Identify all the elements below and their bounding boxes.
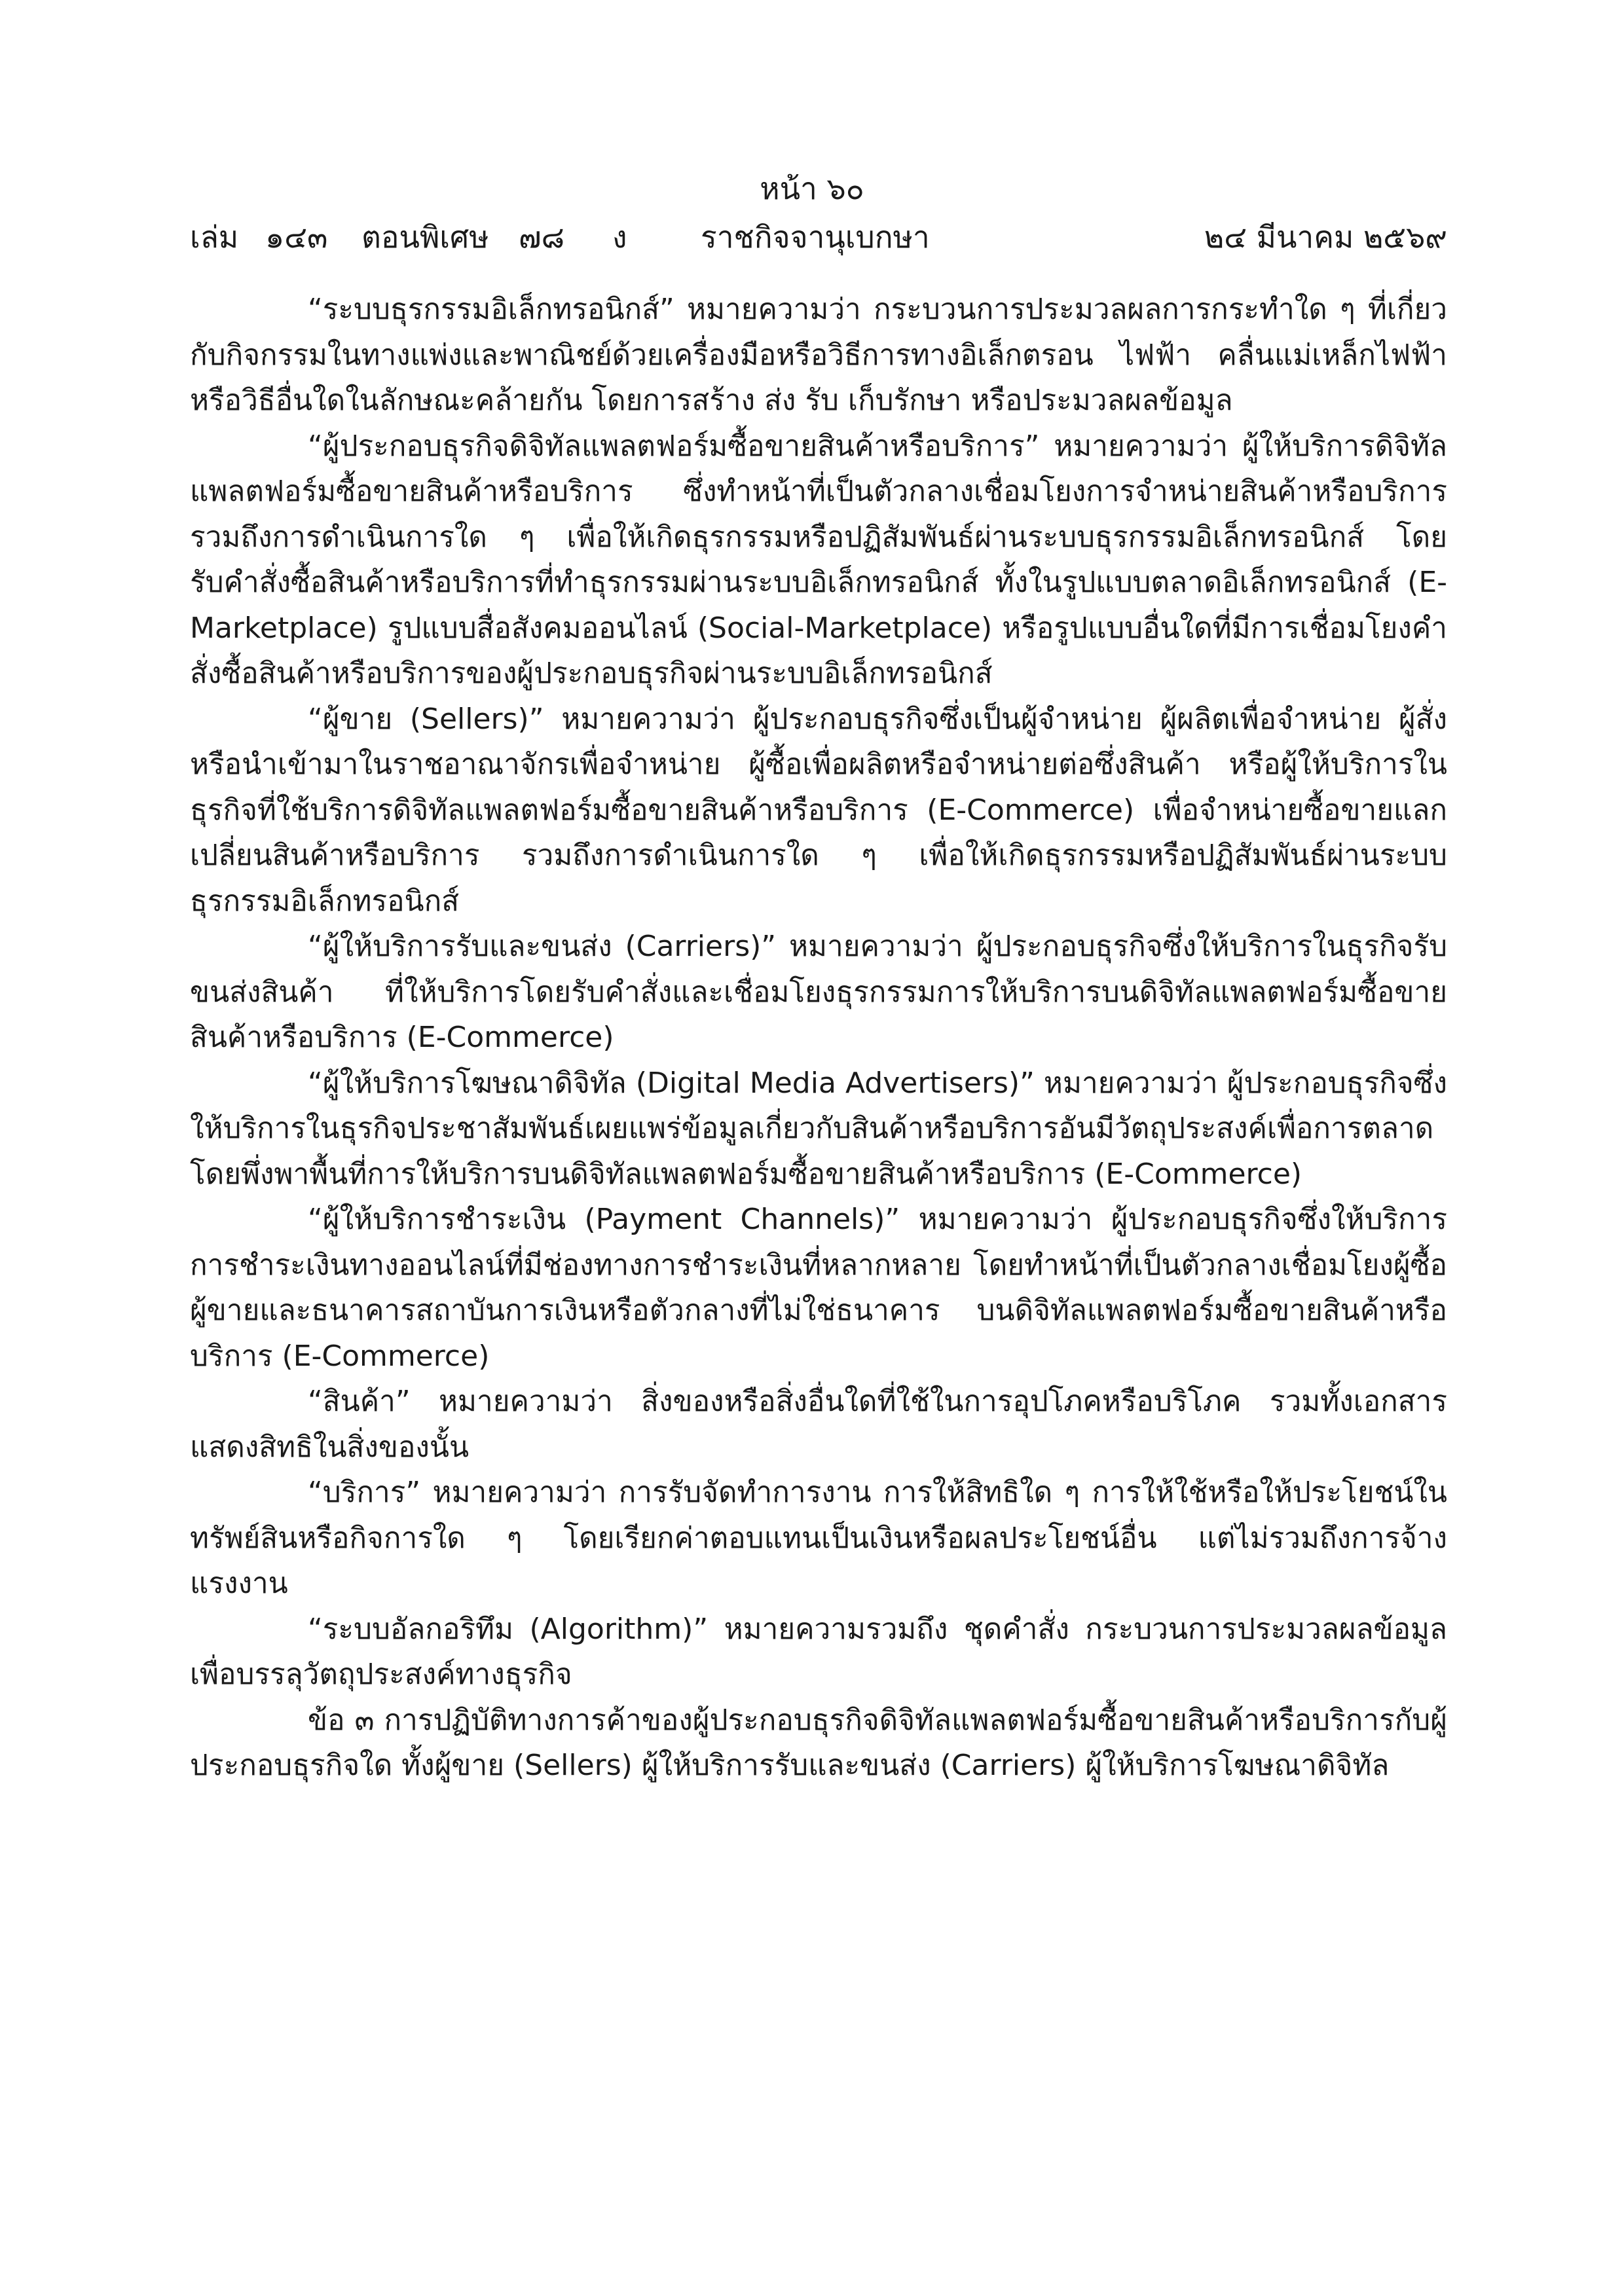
paragraph-clause-3: ข้อ ๓ การปฏิบัติทางการค้าของผู้ประกอบธุรกิจดิจิทัลแพลตฟอร์มซื้อขายสินค้าหรือบริการกับผู้ประกอบธุรกิจใด ทั้งผู้ขาย (Sellers) ผู้ให้บริการรับและขนส่ง (Carriers) ผู้ให้บริการโฆษณาดิจิทัล xyxy=(190,1703,1447,1782)
document-body xyxy=(190,287,1447,1789)
paragraph-payment-channels: “ผู้ให้บริการชำระเงิน (Payment Channels)” หมายความว่า ผู้ประกอบธุรกิจซึ่งให้บริการการชำระเงินทางออนไลน์ที่มีช่องทางการชำระเงินที่หลากหลาย โดยทำหน้าที่เป็นตัวกลางเชื่อมโยงผู้ซื้อ ผู้ขายและธนาคารสถาบันการเงินหรือตัวกลางที่ไม่ใช่ธนาคาร บนดิจิทัลแพลตฟอร์มซื้อขายสินค้าหรือบริการ (E-Commerce) xyxy=(190,1203,1447,1373)
paragraph-algorithm: “ระบบอัลกอริทึม (Algorithm)” หมายความรวมถึง ชุดคำสั่ง กระบวนการประมวลผลข้อมูลเพื่อบรรลุวัตถุประสงค์ทางธุรกิจ xyxy=(190,1612,1447,1691)
paragraph-electronic-transaction-system: “ระบบธุรกรรมอิเล็กทรอนิกส์” หมายความว่า กระบวนการประมวลผลการกระทำใด ๆ ที่เกี่ยวกับกิจกรรมในทางแพ่งและพาณิชย์ด้วยเครื่องมือหรือวิธีการทางอิเล็กตรอน ไฟฟ้า คลื่นแม่เหล็กไฟฟ้า หรือวิธีอื่นใดในลักษณะคล้ายกัน โดยการสร้าง ส่ง รับ เก็บรักษา หรือประมวลผลข้อมูล xyxy=(190,293,1447,417)
publication-date: ๒๔ มีนาคม ๒๕๖๙ xyxy=(1204,219,1447,255)
section-number: ๗๘ xyxy=(519,219,565,255)
paragraph-digital-media-advertisers: “ผู้ให้บริการโฆษณาดิจิทัล (Digital Media Advertisers)” หมายความว่า ผู้ประกอบธุรกิจซึ่งให้บริการในธุรกิจประชาสัมพันธ์เผยแพร่ข้อมูลเกี่ยวกับสินค้าหรือบริการอันมีวัตถุประสงค์เพื่อการตลาดโดยพึ่งพาพื้นที่การให้บริการบนดิจิทัลแพลตฟอร์มซื้อขายสินค้าหรือบริการ (E-Commerce) xyxy=(190,1066,1447,1191)
paragraph-platform-operator: “ผู้ประกอบธุรกิจดิจิทัลแพลตฟอร์มซื้อขายสินค้าหรือบริการ” หมายความว่า ผู้ให้บริการดิจิทัลแพลตฟอร์มซื้อขายสินค้าหรือบริการ ซึ่งทำหน้าที่เป็นตัวกลางเชื่อมโยงการจำหน่ายสินค้าหรือบริการ รวมถึงการดำเนินการใด ๆ เพื่อให้เกิดธุรกรรมหรือปฏิสัมพันธ์ผ่านระบบธุรกรรมอิเล็กทรอนิกส์ โดยรับคำสั่งซื้อสินค้าหรือบริการที่ทำธุรกรรมผ่านระบบอิเล็กทรอนิกส์ ทั้งในรูปแบบตลาดอิเล็กทรอนิกส์ (E-Marketplace) รูปแบบสื่อสังคมออนไลน์ (Social-Marketplace) หรือรูปแบบอื่นใดที่มีการเชื่อมโยงคำสั่งซื้อสินค้าหรือบริการของผู้ประกอบธุรกิจผ่านระบบอิเล็กทรอนิกส์ xyxy=(190,429,1447,690)
page-number: หน้า ๖๐ xyxy=(760,171,864,206)
paragraph-carriers: “ผู้ให้บริการรับและขนส่ง (Carriers)” หมายความว่า ผู้ประกอบธุรกิจซึ่งให้บริการในธุรกิจรับขนส่งสินค้า ที่ให้บริการโดยรับคำสั่งและเชื่อมโยงธุรกรรมการให้บริการบนดิจิทัลแพลตฟอร์มซื้อขายสินค้าหรือบริการ (E-Commerce) xyxy=(190,930,1447,1054)
paragraph-sellers: “ผู้ขาย (Sellers)” หมายความว่า ผู้ประกอบธุรกิจซึ่งเป็นผู้จำหน่าย ผู้ผลิตเพื่อจำหน่าย ผู้สั่งหรือนำเข้ามาในราชอาณาจักรเพื่อจำหน่าย ผู้ซื้อเพื่อผลิตหรือจำหน่ายต่อซึ่งสินค้า หรือผู้ให้บริการในธุรกิจที่ใช้บริการดิจิทัลแพลตฟอร์มซื้อขายสินค้าหรือบริการ (E-Commerce) เพื่อจำหน่ายซื้อขายแลกเปลี่ยนสินค้าหรือบริการ รวมถึงการดำเนินการใด ๆ เพื่อให้เกิดธุรกรรมหรือปฏิสัมพันธ์ผ่านระบบธุรกรรมอิเล็กทรอนิกส์ xyxy=(190,702,1447,918)
paragraph-goods: “สินค้า” หมายความว่า สิ่งของหรือสิ่งอื่นใดที่ใช้ในการอุปโภคหรือบริโภค รวมทั้งเอกสารแสดงสิทธิในสิ่งของนั้น xyxy=(190,1385,1447,1464)
section-type: ง xyxy=(612,219,627,255)
paragraph-services: “บริการ” หมายความว่า การรับจัดทำการงาน การให้สิทธิใด ๆ การให้ใช้หรือให้ประโยชน์ในทรัพย์สินหรือกิจการใด ๆ โดยเรียกค่าตอบแทนเป็นเงินหรือผลประโยชน์อื่น แต่ไม่รวมถึงการจ้างแรงงาน xyxy=(190,1476,1447,1600)
gazette-header xyxy=(190,216,1447,258)
volume-number: ๑๔๓ xyxy=(265,219,328,255)
publication-name: ราชกิจจานุเบกษา xyxy=(701,219,930,255)
section-label: ตอนพิเศษ xyxy=(361,219,489,255)
volume-label: เล่ม xyxy=(190,219,239,255)
